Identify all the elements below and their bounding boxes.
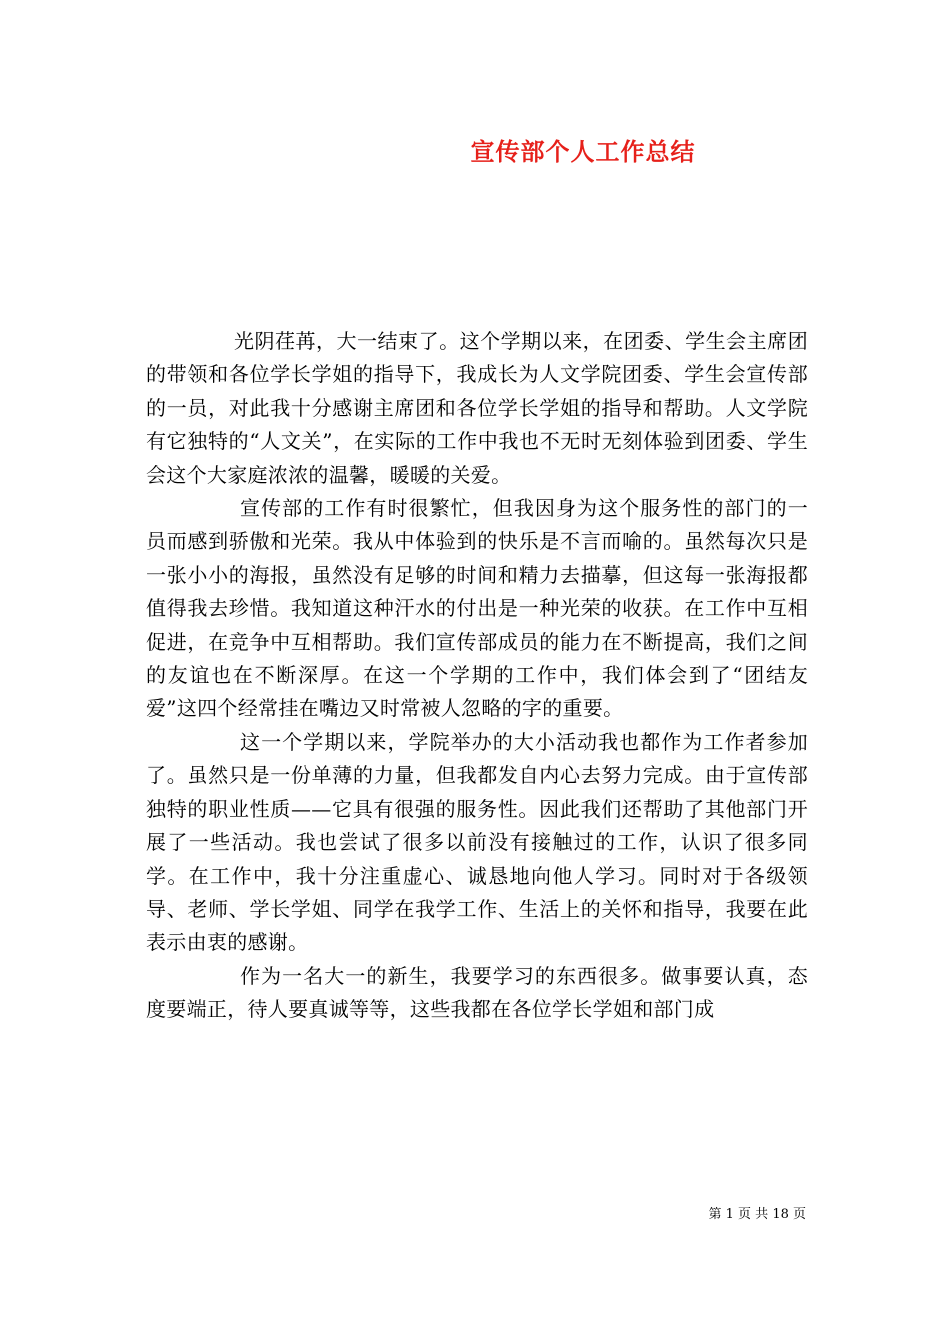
paragraph-2: 宣传部的工作有时很繁忙，但我因身为这个服务性的部门的一员而感到骄傲和光荣。我从中体验到的快乐是不言而喻的。虽然每次只是一张小小的海报，虽然没有足够的时间和精力去描摹，但这每一张海报都值得我去珍惜。我知道这种汗水的付出是一种光荣的收获。在工作中互相促进，在竞争中互相帮助。我们宣传部成员的能力在不断提高，我们之间的友谊也在不断深厚。在这一个学期的工作中，我们体会到了“团结友爱”这四个经常挂在嘴边又时常被人忽略的字的重要。 [146, 496, 808, 721]
document-title: 宣传部个人工作总结 [470, 137, 696, 166]
paragraph-1: 光阴荏苒，大一结束了。这个学期以来，在团委、学生会主席团的带领和各位学长学姐的指导下，我成长为人文学院团委、学生会宣传部的一员，对此我十分感谢主席团和各位学长学姐的指导和帮助。人文学院有它独特的“人文关”，在实际的工作中我也不无时无刻体验到团委、学生会这个大家庭浓浓的温馨，暖暖的关爱。 [146, 329, 808, 487]
paragraph-4: 作为一名大一的新生，我要学习的东西很多。做事要认真，态度要端正，待人要真诚等等，这些我都在各位学长学姐和部门成 [146, 963, 808, 1022]
page-number-footer: 第 1 页 共 18 页 [708, 1207, 806, 1222]
paragraph-3: 这一个学期以来，学院举办的大小活动我也都作为工作者参加了。虽然只是一份单薄的力量，但我都发自内心去努力完成。由于宣传部独特的职业性质——它具有很强的服务性。因此我们还帮助了其他部门开展了一些活动。我也尝试了很多以前没有接触过的工作，认识了很多同学。在工作中，我十分注重虚心、诚恳地向他人学习。同时对于各级领导、老师、学长学姐、同学在我学工作、生活上的关怀和指导，我要在此表示由衷的感谢。 [146, 729, 808, 955]
document-body [146, 325, 808, 1027]
